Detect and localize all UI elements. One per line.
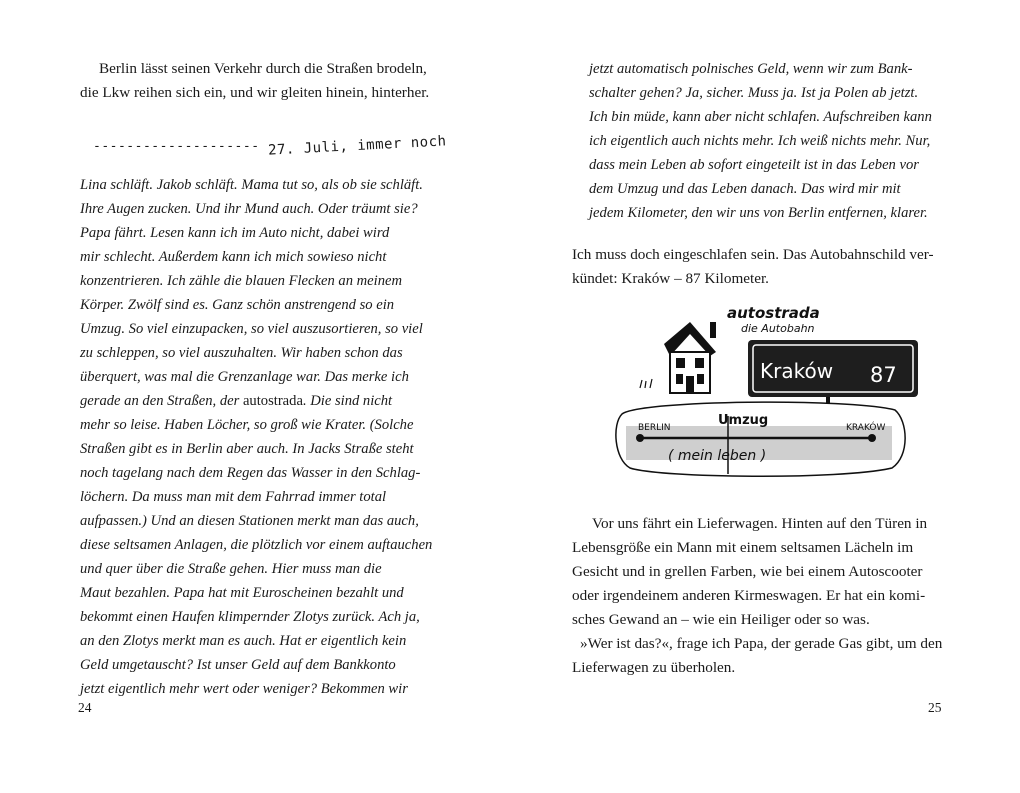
diary-line: Körper. Zwölf sind es. Ganz schön anstrengend so ein — [80, 297, 395, 313]
diary-line: Lina schläft. Jakob schläft. Mama tut so, als ob sie schläft. — [80, 177, 423, 193]
intro-line: die Lkw reihen sich ein, und wir gleiten hinein, hinterher. — [80, 84, 430, 101]
right-page — [510, 0, 1020, 793]
body-line: Ich muss doch eingeschlafen sein. Das Autobahnschild ver- — [572, 246, 934, 263]
body-line: »Wer ist das?«, frage ich Papa, der gerade Gas gibt, um den — [580, 635, 943, 652]
diary-line: diese seltsamen Anlagen, die plötzlich vor einem auftauchen — [80, 537, 433, 553]
timeline-mid: Umzug — [718, 413, 769, 428]
diary-line: Papa fährt. Lesen kann ich im Auto nicht, dabei wird — [80, 225, 390, 241]
page-number: 24 — [78, 700, 92, 715]
diary-line: mir schlecht. Außerdem kann ich mich sowieso nicht — [80, 249, 387, 265]
diary-line: löchern. Da muss man mit dem Fahrrad immer total — [80, 489, 387, 505]
body-line: Vor uns fährt ein Lieferwagen. Hinten auf den Türen in — [592, 515, 928, 532]
diary-text: . Die sind nicht — [302, 393, 393, 409]
diary-line: mehr so leise. Haben Löcher, so groß wie Krater. (Solche — [80, 417, 414, 433]
body-line: oder irgendeinem anderen Kirmeswagen. Er hat ein komi- — [572, 587, 926, 604]
diary-line — [80, 391, 392, 411]
diary-line: schalter gehen? Ja, sicher. Muss ja. Ist ja Polen ab jetzt. — [589, 85, 919, 101]
timeline-start: BERLIN — [638, 423, 671, 433]
illustration-title: autostrada — [727, 304, 820, 322]
body-line: Lieferwagen zu überholen. — [572, 659, 736, 676]
diary-line: dem Umzug und das Leben danach. Das wird mir mit — [589, 181, 901, 197]
body-line: Lebensgröße ein Mann mit einem seltsamen Lächeln im — [572, 539, 914, 556]
diary-line: an den Zlotys merkt man es auch. Hat er eigentlich kein — [80, 633, 407, 649]
diary-dashes: -------------------- — [93, 139, 260, 154]
body-line: sches Gewand an – wie ein Heiliger oder so was. — [572, 611, 870, 628]
diary-line: jetzt automatisch polnisches Geld, wenn wir zum Bank- — [589, 61, 913, 77]
body-line: Gesicht und in grellen Farben, wie bei einem Autoscooter — [572, 563, 923, 580]
sign-distance: 87 — [870, 363, 897, 387]
diary-line: Ihre Augen zucken. Und ihr Mund auch. Oder träumt sie? — [80, 201, 418, 217]
diary-line: bekommt einen Haufen klimpernder Zlotys zurück. Ach ja, — [80, 609, 420, 625]
timeline-caption: ( mein leben ) — [668, 448, 767, 464]
body-line: kündet: Kraków – 87 Kilometer. — [572, 270, 769, 287]
diary-line: aufpassen.) Und an diesen Stationen merkt man das auch, — [80, 513, 419, 529]
diary-line: Geld umgetauscht? Ist unser Geld auf dem Bankkonto — [80, 657, 396, 673]
diary-date: 27. Juli, immer noch — [267, 133, 447, 159]
diary-roman-word: autostrada — [242, 393, 303, 409]
diary-line: jetzt eigentlich mehr wert oder weniger? Bekommen wir — [80, 681, 408, 697]
timeline-end: KRAKÓW — [846, 423, 886, 433]
autostrada-illustration — [600, 296, 920, 486]
intro-line: Berlin lässt seinen Verkehr durch die Straßen brodeln, — [99, 60, 427, 77]
diary-line: noch tagelang nach dem Regen das Wasser in den Schlag- — [80, 465, 421, 481]
diary-line: konzentrieren. Ich zähle die blauen Flecken an meinem — [80, 273, 403, 289]
diary-line: überquert, was mal die Grenzanlage war. Das merke ich — [80, 369, 409, 385]
diary-line: zu schleppen, so viel auszuhalten. Wir haben schon das — [80, 345, 403, 361]
house-drawing — [640, 322, 716, 393]
diary-line: und quer über die Straße gehen. Hier muss man die — [80, 561, 382, 577]
diary-line: Maut bezahlen. Papa hat mit Euroscheinen bezahlt und — [80, 585, 404, 601]
page-number: 25 — [928, 700, 942, 715]
diary-line: Ich bin müde, kann aber nicht schlafen. Aufschreiben kann — [589, 109, 932, 125]
diary-line: Umzug. So viel einzupacken, so viel auszusortieren, so viel — [80, 321, 423, 337]
life-timeline — [616, 402, 905, 476]
diary-line: dass mein Leben ab sofort eingeteilt ist in das Leben vor — [589, 157, 919, 173]
diary-line: jedem Kilometer, den wir uns von Berlin entfernen, klarer. — [589, 205, 928, 221]
illustration-subtitle: die Autobahn — [741, 322, 815, 335]
diary-line: Straßen gibt es in Berlin aber auch. In Jacks Straße steht — [80, 441, 414, 457]
sign-city: Kraków — [760, 359, 834, 383]
diary-line: ich eigentlich auch nichts mehr. Ich weiß nichts mehr. Nur, — [589, 133, 931, 149]
diary-text: gerade an den Straßen, der — [80, 393, 240, 409]
